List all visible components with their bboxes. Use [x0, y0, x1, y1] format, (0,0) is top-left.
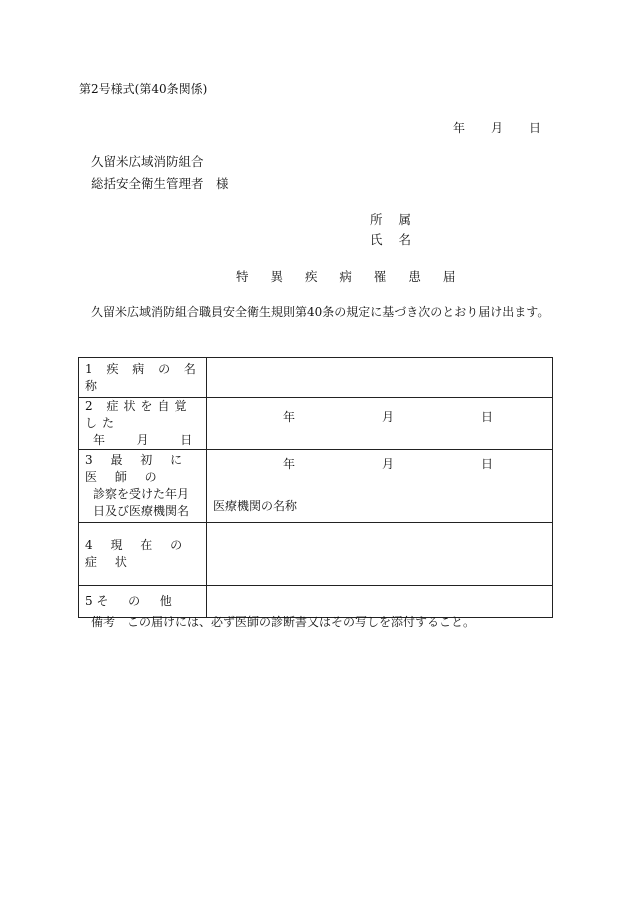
- first-exam-label: 3 最 初 に 医 師 の 診察を受けた年月 日及び医療機関名: [79, 450, 207, 523]
- form-row-disease-name: [79, 358, 553, 398]
- document-title: 特 異 疾 病 罹 患 届: [236, 269, 465, 284]
- other-label: 5 そ の 他: [79, 586, 207, 618]
- remarks-note: 備考 この届けには、必ず医師の診断書又はその写しを添付すること。: [91, 615, 476, 629]
- form-row-current-symptoms: [79, 523, 553, 586]
- date-day-label: 日: [529, 121, 542, 135]
- current-symptoms-field[interactable]: [207, 523, 553, 586]
- first-exam-field[interactable]: [207, 450, 553, 523]
- current-symptoms-label: 4 現 在 の 症 状: [79, 523, 207, 586]
- first-exam-date-parts: 年 月 日: [283, 457, 493, 471]
- disease-name-field[interactable]: [207, 358, 553, 398]
- disease-name-label: 1 疾 病 の 名 称: [79, 358, 207, 398]
- addressee-role: 総括安全衛生管理者 様: [91, 176, 229, 191]
- submission-date: [453, 119, 541, 136]
- sender-affiliation-label: 所 属: [370, 212, 417, 227]
- symptom-date-field[interactable]: [207, 398, 553, 450]
- intro-text: 久留米広域消防組合職員安全衛生規則第40条の規定に基づき次のとおり届け出ます。: [91, 305, 550, 319]
- form-row-first-exam: [79, 450, 553, 523]
- medical-institution-label: 医療機関の名称: [213, 499, 298, 513]
- symptom-date-label: 2 症状を自覚した 年 月 日: [79, 398, 207, 450]
- date-month-label: 月: [491, 121, 504, 135]
- report-form-table: [78, 357, 553, 618]
- form-row-symptom-date: [79, 398, 553, 450]
- date-year-label: 年: [453, 121, 466, 135]
- symptom-date-parts: 年 月 日: [283, 410, 493, 424]
- addressee-organization: 久留米広域消防組合: [91, 154, 204, 169]
- form-code: 第2号様式(第40条関係): [79, 82, 208, 96]
- sender-name-label: 氏 名: [370, 232, 417, 247]
